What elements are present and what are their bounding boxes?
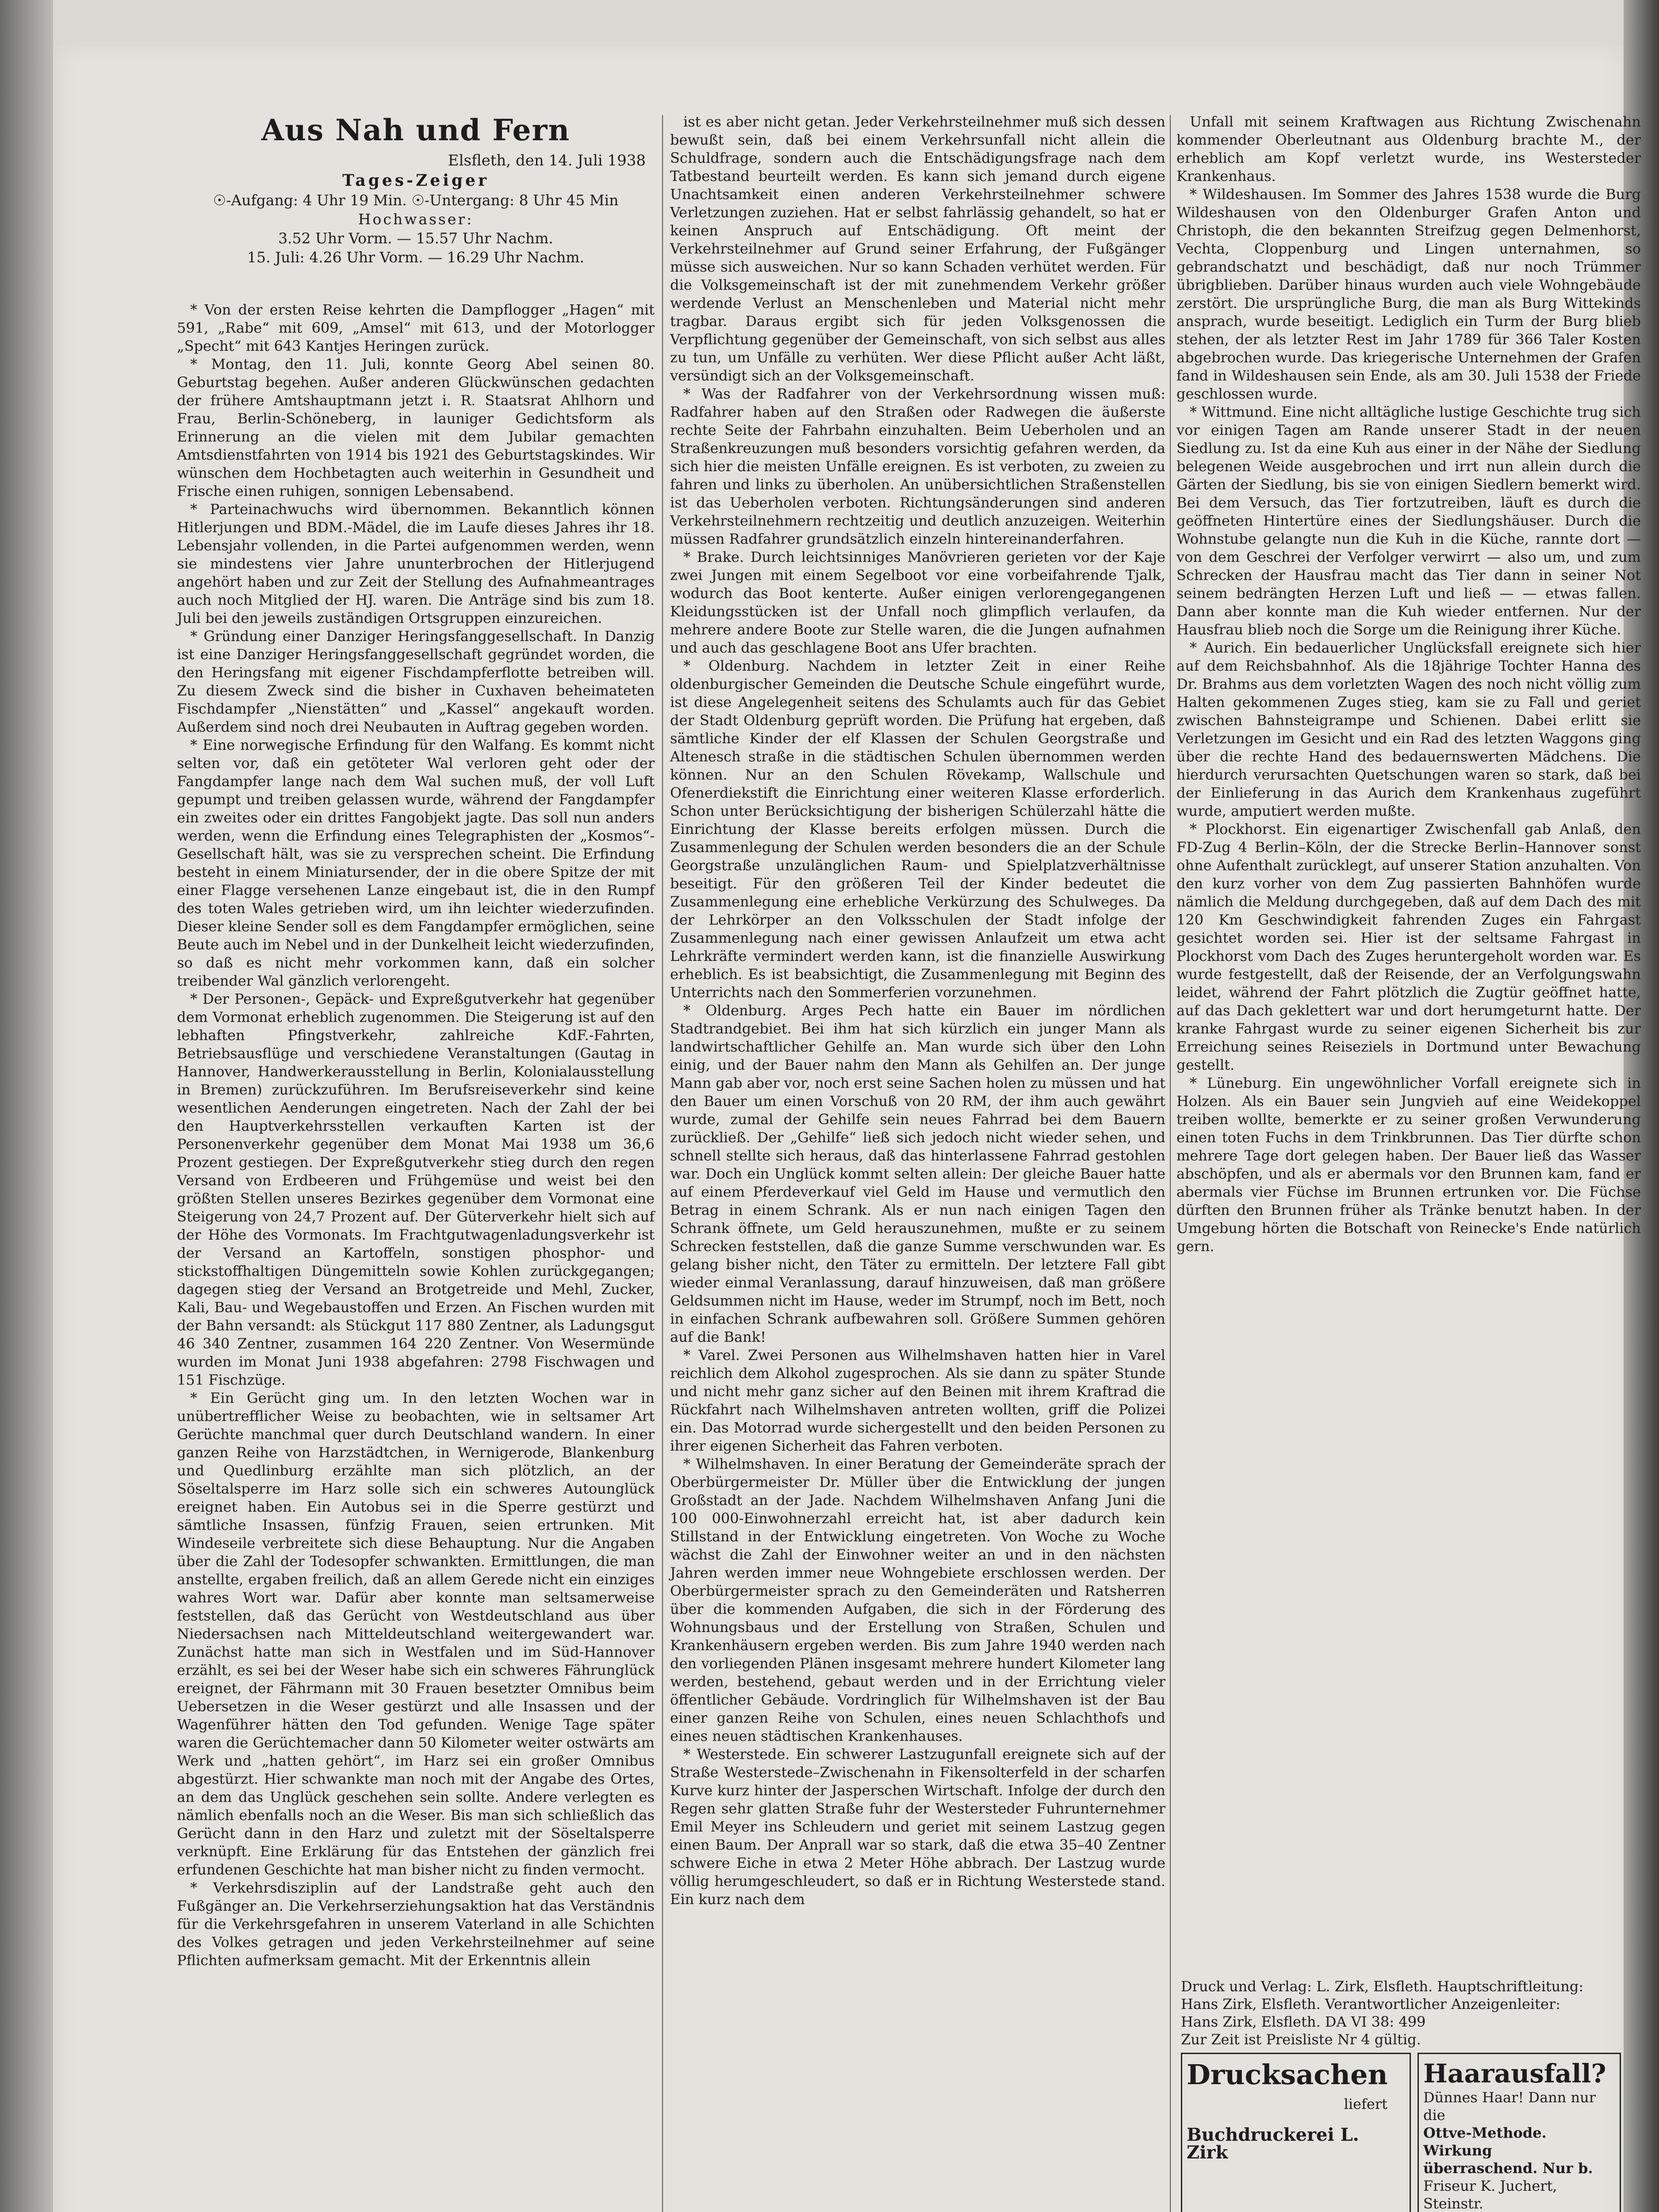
article: * Der Personen-, Gepäck- und Expreßgutverkehr hat gegenüber dem Vormonat erheblich zugenommen. Die Steigerung ist auf den lebhaften Pfingstverkehr, zahlreiche KdF.-Fahrten, Betriebsausflüge und verschiedene Veranstaltungen (Gautag in Hannover, Handwerkerausstellung in Berlin, Kolonialausstellung in Bremen) zurückzuführen. Im Berufsreiseverkehr sind keine wesentlichen Aenderungen eingetreten. Nach der Zahl der bei den Hauptverkehrsstellen verkauften Karten ist der Personenverkehr gegenüber dem Monat Mai 1938 um 36,6 Prozent gestiegen. Der Expreßgutverkehr stieg durch den regen Versand von Erdbeeren und Frühgemüse und weist bei den größten Stellen unseres Bezirkes gegenüber dem Vormonat eine Steigerung von 24,7 Prozent auf. Der Güterverkehr hielt sich auf der Höhe des Vormonats. Im Frachtgutwagenladungsverkehr ist der Versand an Kartoffeln, sonstigen phosphor- und stickstoffhaltigen Düngemitteln sowie Kohlen zurückgegangen; dagegen stieg der Versand an Brotgetreide und Mehl, Zucker, Kali, Bau- und Wegebaustoffen und Erzen. An Fischen wurden mit der Bahn versandt: als Stückgut 117 880 Zentner, als Ladungsgut 46 340 Zentner, zusammen 164 220 Zentner. Von Wesermünde wurden im Monat Juni 1938 abgefahren: 2798 Fischwagen und 151 Fischzüge. [177, 991, 655, 1388]
article: * Plockhorst. Ein eigenartiger Zwischenfall gab Anlaß, den FD-Zug 4 Berlin–Köln, der die Strecke Berlin–Hannover sonst ohne Aufenthalt zurücklegt, auf unserer Station anzuhalten. Von den kurz vorher von dem Zug passierten Bahnhöfen wurde nämlich die Meldung durchgegeben, daß auf dem Dach des mit 120 Km Geschwindigkeit fahrenden Zuges ein Fahrgast gesichtet worden sei. Hier ist der seltsame Fahrgast in Plockhorst vom Dach des Zuges heruntergeholt worden war. Es wurde festgestellt, daß der Reisende, der an Verfolgungswahn leidet, während der Fahrt plötzlich die Zugtür geöffnet hatte, auf das Dach geklettert war und dort herumgeturnt hatte. Der kranke Fahrgast wurde zu seiner eigenen Sicherheit bis zur Erreichung seines Reiseziels in Dortmund unter Bewachung gestellt. [1176, 821, 1641, 1073]
ad-headline: Haarausfall? [1423, 2058, 1606, 2089]
dateline: Elsfleth, den 14. Juli 1938 [448, 152, 646, 169]
article: * Brake. Durch leichtsinniges Manövrieren gerieten vor der Kaje zwei Jungen mit einem Segelboot vor eine vorbeifahrende Tjalk, wodurch das Boot kenterte. Außer einigen verlorengegangenen Kleidungsstücken ist der Unfall noch glimpflich verlaufen, da mehrere andere Boote zur Stelle waren, die die Jungen aufnahmen und auch das geschlagene Boot ans Ufer brachten. [670, 549, 1165, 656]
ad-firm: Buchdruckerei L. Zirk [1187, 2124, 1359, 2163]
article: * Wildeshausen. Im Sommer des Jahres 1538 wurde die Burg Wildeshausen von den Oldenburger Grafen Anton und Christoph, die den bekannten Streifzug gegen Delmenhorst, Vechta, Cloppenburg und Lingen unternahmen, so gebrandschatzt und beschädigt, daß nur noch Trümmer übrigblieben. Darüber hinaus wurden auch viele Wohngebäude zerstört. Die ursprüngliche Burg, die man als Burg Wittekinds ansprach, wurde beseitigt. Lediglich ein Turm der Burg blieb stehen, der als letzter Rest im Jahr 1789 für 366 Taler Kosten abgebrochen wurde. Das kriegerische Unternehmen der Grafen fand in Wildeshausen sein Ende, als am 30. Juli 1538 der Friede geschlossen wurde. [1176, 186, 1641, 402]
article: * Wilhelmshaven. In einer Beratung der Gemeinderäte sprach der Oberbürgermeister Dr. Müller über die Entwicklung der jungen Großstadt an der Jade. Nachdem Wilhelmshaven Anfang Juni die 100 000-Einwohnerzahl erreicht hat, ist aber dadurch kein Stillstand in der Entwicklung eingetreten. Von Woche zu Woche wächst die Zahl der Einwohner weiter an und in den nächsten Jahren werden immer neue Wohngebiete erschlossen werden. Der Oberbürgermeister sprach zu den Gemeinderäten und Ratsherren über die kommenden Aufgaben, die sich in der Förderung des Wohnungsbaus und der Erstellung von Straßen, Schulen und Krankenhäusern ergeben werden. Bis zum Jahre 1940 werden nach den vorliegenden Plänen insgesamt mehrere hundert Kilometer lang werden, bestehend, gebaut werden und in der Errichtung vieler öffentlicher Gebäude. Vordringlich für Wilhelmshaven ist der Bau einer ganzen Reihe von Schulen, eines neuen Schlachthofs und eines neuen städtischen Krankenhauses. [670, 1455, 1165, 1744]
page-edge-left [0, 0, 53, 2212]
article: * Oldenburg. Arges Pech hatte ein Bauer im nördlichen Stadtrandgebiet. Bei ihm hat sich kürzlich ein junger Mann als landwirtschaftlicher Gehilfe an. Man wurde sich über den Lohn einig, und der Bauer nahm den Mann als Gehilfen an. Der junge Mann gab aber vor, noch erst seine Sachen holen zu müssen und hat den Bauer um einen Vorschuß von 20 RM, der ihm auch gewährt wurde, zumal der Gehilfe sein neues Fahrrad bei dem Bauern zurückließ. Der „Gehilfe“ ließ sich jedoch nicht wieder sehen, und schnell stellte sich heraus, daß das hinterlassene Fahrrad gestohlen war. Doch ein Unglück kommt selten allein: Der gleiche Bauer hatte auf einem Pferdeverkauf viel Geld im Hause und vermutlich den Betrag in einem Schrank. Als er nun nach einigen Tagen den Schrank öffnete, um Geld herauszunehmen, mußte er zu seinem Schrecken feststellen, daß die ganze Summe verschwunden war. Es gelang bisher nicht, den Täter zu ermitteln. Der letztere Fall gibt wieder einmal Veranlassung, darauf hinzuweisen, daß man größere Geldsummen nicht im Hause, weder im Strumpf, noch im Bett, noch in einfachen Schrank aufbewahren soll. Größere Summen gehören auf die Bank! [670, 1002, 1165, 1345]
article: * Oldenburg. Nachdem in letzter Zeit in einer Reihe oldenburgischer Gemeinden die Deutsche Schule eingeführt wurde, ist diese Angelegenheit seitens des Schulamts auch für das Gebiet der Stadt Oldenburg geprüft worden. Die Prüfung hat ergeben, daß sämtliche Kinder der elf Klassen der Schulen Georgstraße und Altenesch straße in die städtischen Schulen übernommen werden können. Nur an den Schulen Rövekamp, Wallschule und Ofenerdiekstift die Einrichtung einer weiteren Klasse erforderlich. Schon unter Berücksichtigung der bisherigen Schülerzahl hätte die Einrichtung der Klasse bereits erfolgen müssen. Durch die Zusammenlegung der Schulen werden besonders die an der Schule Georgstraße unzulänglichen Raum- und Spielplatzverhältnisse beseitigt. Für den größeren Teil der Kinder bedeutet die Zusammenlegung eine erhebliche Verkürzung des Schulweges. Da der Lehrkörper an den Volksschulen der Stadt infolge der Zusammenlegung nach einer gewissen Anlaufzeit um etwa acht Lehrkräfte vermindert werden kann, ist die finanzielle Auswirkung erheblich. Es ist beabsichtigt, die Zusammenlegung mit Beginn des Unterrichts nach den Sommerferien vorzunehmen. [670, 657, 1165, 1001]
article: Unfall mit seinem Kraftwagen aus Richtung Zwischenahn kommender Oberleutnant aus Oldenburg brachte M., der erheblich am Kopf verletzt wurde, ins Westersteder Krankenhaus. [1176, 113, 1641, 184]
column-rule [1170, 115, 1171, 2212]
section-masthead [186, 113, 646, 266]
section-title: Aus Nah und Fern [261, 113, 571, 147]
ad-text: Ottve-Methode. Wirkung [1423, 2124, 1547, 2159]
column-rule [662, 115, 663, 2212]
article: * Von der ersten Reise kehrten die Dampflogger „Hagen“ mit 591, „Rabe“ mit 609, „Amsel“ mit 613, und der Motorlogger „Specht“ mit 643 Kantjes Heringen zurück. [177, 301, 655, 354]
article: * Parteinachwuchs wird übernommen. Bekanntlich können Hitlerjungen und BDM.-Mädel, die im Laufe dieses Jahres ihr 18. Lebensjahr vollenden, in die Partei aufgenommen werden, wenn sie mindestens vier Jahre ununterbrochen der Hitlerjugend angehört haben und zur Zeit der Stellung des Aufnahmeantrages auch noch Mitglied der HJ. waren. Die Anträge sind bis zum 18. Juli bei den jeweils zuständigen Ortsgruppen einzureichen. [177, 501, 655, 626]
imprint-line: Hans Zirk, Elsfleth. Verantwortlicher Anzeigenleiter: [1181, 1996, 1561, 2012]
article: * Verkehrsdisziplin auf der Landstraße geht auch den Fußgänger an. Die Verkehrserziehungsaktion hat das Verständnis für die Verkehrsgefahren in unserem Vaterland in alle Schichten des Volkes getragen und jeden Verkehrsteilnehmer auf seine Pflichten aufmerksam gemacht. Mit der Erkenntnis allein [177, 1879, 655, 1969]
hochwasser-line-1: 3.52 Uhr Vorm. — 15.57 Uhr Nachm. [278, 230, 553, 247]
ad-text: überraschend. Nur b. [1423, 2160, 1593, 2177]
article: * Varel. Zwei Personen aus Wilhelmshaven hatten hier in Varel reichlich dem Alkohol zugesprochen. Als sie dann zu später Stunde und nicht mehr ganz sicher auf den Beinen mit ihrem Kraftrad die Rückfahrt nach Wilhelmshaven antreten wollten, griff die Polizei ein. Das Motorrad wurde sichergestellt und den beiden Personen zu ihrer eigenen Sicherheit das Fahren verboten. [670, 1347, 1165, 1454]
article: * Ein Gerücht ging um. In den letzten Wochen war in unübertrefflicher Weise zu beobachten, wie in seltsamer Art Gerüchte manchmal quer durch Deutschland wandern. In einer ganzen Reihe von Harzstädtchen, in Wernigerode, Blankenburg und Quedlinburg erzählte man sich plötzlich, an der Söseltalsperre im Harz solle sich ein schweres Autounglück ereignet haben. Ein Autobus sei in die Sperre gestürzt und sämtliche Insassen, fünfzig Frauen, seien ertrunken. Mit Windeseile verbreitete sich diese Behauptung. Nur die Angaben über die Zahl der Todesopfer schwankten. Ermittlungen, die man anstellte, ergaben freilich, daß an allem Gerede nicht ein einziges wahres Wort war. Dafür aber konnte man seltsamerweise feststellen, daß das Gerücht von Westdeutschland aus über Niedersachsen nach Mitteldeutschland weitergewandert war. Zunächst hatte man sich in Westfalen und im Süd-Hannover erzählt, es sei bei der Weser habe sich ein schweres Fährunglück ereignet, der Fährmann mit 30 Frauen besetzter Omnibus beim Uebersetzen in die Weser gestürzt und alle Insassen und der Wagenführer hätten den Tod gefunden. Wenige Tage später waren die Gerüchtemacher dann 50 Kilometer weiter ostwärts am Werk und „hatten gehört“, im Harz sei ein großer Omnibus abgestürzt. Hier schwankte man noch mit der Angabe des Ortes, an dem das Unglück geschehen sein sollte. Andere verlegten es nämlich ebenfalls noch an die Weser. Bis man sich schließlich das Gerücht dann in den Harz und zuletzt mit der Söseltalsperre verknüpft. Eine Erklärung für das Entstehen der gänzlich frei erfundenen Geschichte hat man bisher nicht zu finden vermocht. [177, 1390, 655, 1878]
ad-text: liefert [1344, 2096, 1387, 2112]
ad-haarausfall [1418, 2053, 1621, 2212]
sun-times: ☉-Aufgang: 4 Uhr 19 Min. ☉-Untergang: 8 Uhr 45 Min [213, 192, 619, 209]
ad-drucksachen [1181, 2053, 1411, 2212]
column-2 [670, 113, 1165, 1909]
imprint-line: Hans Zirk, Elsfleth. DA VI 38: 499 [1181, 2013, 1426, 2030]
ad-text: Dünnes Haar! Dann nur die [1423, 2089, 1596, 2124]
imprint-line: Zur Zeit ist Preisliste Nr 4 gültig. [1181, 2031, 1421, 2048]
article: * Wittmund. Eine nicht alltägliche lustige Geschichte trug sich vor einigen Tagen am Rande unserer Stadt in der neuen Siedlung zu. Ist da eine Kuh aus einer in der Nähe der Siedlung belegenen Weide ausgebrochen und irrt nun allein durch die Gärten der Siedlung, bis sie von einigen Siedlern bemerkt wird. Bei dem Versuch, das Tier fortzutreiben, läuft es durch die geöffneten Hintertüre eines der Siedlungshäuser. Durch die Wohnstube gelangte nun die Kuh in die Küche, rannte dort — von dem Geschrei der Verfolger verwirrt — also um, und zum Schrecken der Hausfrau macht das Tier dann in seiner Not seinem bedrängten Herzen Luft und ließ — — etwas fallen. Dann aber konnte man die Kuh wieder entfernen. Nur der Hausfrau blieb noch die Sorge um die Reinigung ihrer Küche. [1176, 403, 1641, 638]
article: * Gründung einer Danziger Heringsfanggesellschaft. In Danzig ist eine Danziger Heringsfanggesellschaft gegründet worden, die den Heringsfang mit eigener Fischdampferflotte betreiben will. Zu diesem Zweck sind die bisher in Cuxhaven beheimateten Fischdampfer „Nienstätten“ und „Kassel“ angekauft worden. Außerdem sind noch drei Neubauten in Auftrag gegeben worden. [177, 628, 655, 735]
article: * Eine norwegische Erfindung für den Walfang. Es kommt nicht selten vor, daß ein getöteter Wal verloren geht oder der Fangdampfer lange nach dem Wal suchen muß, der voll Luft gepumpt und treiben gelassen wurde, während der Fangdampfer ein zweites oder ein drittes Fangobjekt jagte. Das soll nun anders werden, wenn die Erfindung eines Telegraphisten der „Kosmos“-Gesellschaft hält, was sie zu versprechen scheint. Die Erfindung besteht in einem Miniatursender, der in die obere Spitze der mit einer Flagge versehenen Lanze eingebaut ist, die in den Rumpf des toten Wales getrieben wird, um ihn leichter wiederzufinden. Dieser kleine Sender soll es dem Fangdampfer ermöglichen, seine Beute auch im Nebel und in der Dunkelheit leicht wiederzufinden, so daß es nicht mehr vorkommen kann, daß ein solcher treibender Wal gänzlich verlorengeht. [177, 737, 655, 989]
tageszeiger-heading: Tages-Zeiger [342, 171, 489, 190]
imprint-line: Druck und Verlag: L. Zirk, Elsfleth. Hauptschriftleitung: [1181, 1978, 1584, 1995]
article: * Was der Radfahrer von der Verkehrsordnung wissen muß: Radfahrer haben auf den Straßen oder Radwegen die äußerste rechte Seite der Fahrbahn einzuhalten. Beim Ueberholen und an Straßenkreuzungen muß besonders vorsichtig gefahren werden, da sich hier die meisten Unfälle ereignen. Es ist verboten, zu zweien zu fahren und links zu überholen. An unübersichtlichen Straßenstellen ist das Ueberholen verboten. Richtungsänderungen sind anderen Verkehrsteilnehmern rechtzeitig und deutlich anzuzeigen. Weiterhin müssen Radfahrer grundsätzlich einzeln hintereinanderfahren. [670, 385, 1165, 547]
hochwasser-heading: Hochwasser: [358, 211, 474, 228]
ad-headline: Drucksachen [1187, 2058, 1388, 2091]
article: ist es aber nicht getan. Jeder Verkehrsteilnehmer muß sich dessen bewußt sein, daß bei einem Verkehrsunfall nicht allein die Schuldfrage, sondern auch die Entschädigungsfrage nach dem Tatbestand beurteilt werden. Es kann sich jemand durch eigene Unachtsamkeit einen anderen Verkehrsteilnehmer schwere Verletzungen zuziehen. Hat er selbst fahrlässig gehandelt, so hat er keinen Anspruch auf Entschädigung. Oft meint der Verkehrsteilnehmer auf Grund seiner Erfahrung, der Fußgänger müsse sich ausweichen. Nur so kann Schaden verhütet werden. Für die Volksgemeinschaft ist der mit zunehmendem Verkehr größer werdende Verlust an Menschenleben und Material nicht mehr tragbar. Daraus ergibt sich für jeden Volksgenossen die Verpflichtung gegenüber der Gemeinschaft, von sich selbst aus alles zu tun, um Unfälle zu verhüten. Wer diese Pflicht außer Acht läßt, versündigt sich an der Volksgemeinschaft. [670, 113, 1165, 384]
column-3 [1176, 113, 1641, 1256]
column-1 [177, 301, 655, 1970]
hochwasser-line-2: 15. Juli: 4.26 Uhr Vorm. — 16.29 Uhr Nachm. [247, 249, 585, 266]
article: * Westerstede. Ein schwerer Lastzugunfall ereignete sich auf der Straße Westerstede–Zwischenahn in Fikensolterfeld in der scharfen Kurve kurz hinter der Jasperschen Wirtschaft. Infolge der durch den Regen sehr glatten Straße fuhr der Westersteder Fuhrunternehmer Emil Meyer ins Schleudern und geriet mit seinem Lastzug gegen einen Baum. Der Anprall war so stark, daß die etwa 35–40 Zentner schwere Eiche in etwa 2 Meter Höhe abbrach. Der Lastzug wurde völlig herumgeschleudert, so daß er in Richtung Westerstede stand. Ein kurz nach dem [670, 1746, 1165, 1908]
imprint [1181, 1978, 1623, 2048]
article: * Lüneburg. Ein ungewöhnlicher Vorfall ereignete sich in Holzen. Als ein Bauer sein Jungvieh auf eine Weidekoppel treiben wollte, bemerkte er zu seiner großen Verwunderung einen toten Fuchs in dem Trinkbrunnen. Das Tier dürfte schon mehrere Tage dort gelegen haben. Der Bauer ließ das Wasser abschöpfen, und als er abermals vor den Brunnen kam, fand er abermals vier Füchse im Brunnen ertrunken vor. Die Füchse dürften den Brunnen früher als Tränke benutzt haben. In der Umgebung hörten die Botschaft von Reinecke's Ende natürlich gern. [1176, 1075, 1641, 1255]
article: * Aurich. Ein bedauerlicher Unglücksfall ereignete sich hier auf dem Reichsbahnhof. Als die 18jährige Tochter Hanna des Dr. Brahms aus dem vorletzten Wagen des noch nicht völlig zum Halten gekommenen Zuges stieg, kam sie zu Fall und geriet zwischen Bahnsteigrampe und Schienen. Dabei erlitt sie Verletzungen im Gesicht und ein Rad des letzten Waggons ging über die rechte Hand des bedauernswerten Mädchens. Die hierdurch verursachten Quetschungen waren so stark, daß bei der Einlieferung in das Aurich dem Krankenhaus zugeführt wurde, amputiert werden mußte. [1176, 639, 1641, 819]
ad-text: Friseur K. Juchert, Steinstr. [1423, 2177, 1557, 2212]
article: * Montag, den 11. Juli, konnte Georg Abel seinen 80. Geburtstag begehen. Außer anderen Glückwünschen gedachten der frühere Amtshauptmann jetzt i. R. Staatsrat Ahlhorn und Frau, Berlin-Schöneberg, in launiger Gedichtsform als Erinnerung an die vielen mit dem Jubilar gemachten Amtsdienstfahrten von 1914 bis 1921 des Geburtstagskindes. Wir wünschen dem Hochbetagten auch weiterhin in Gesundheit und Frische einen ruhigen, sonnigen Lebensabend. [177, 356, 655, 499]
